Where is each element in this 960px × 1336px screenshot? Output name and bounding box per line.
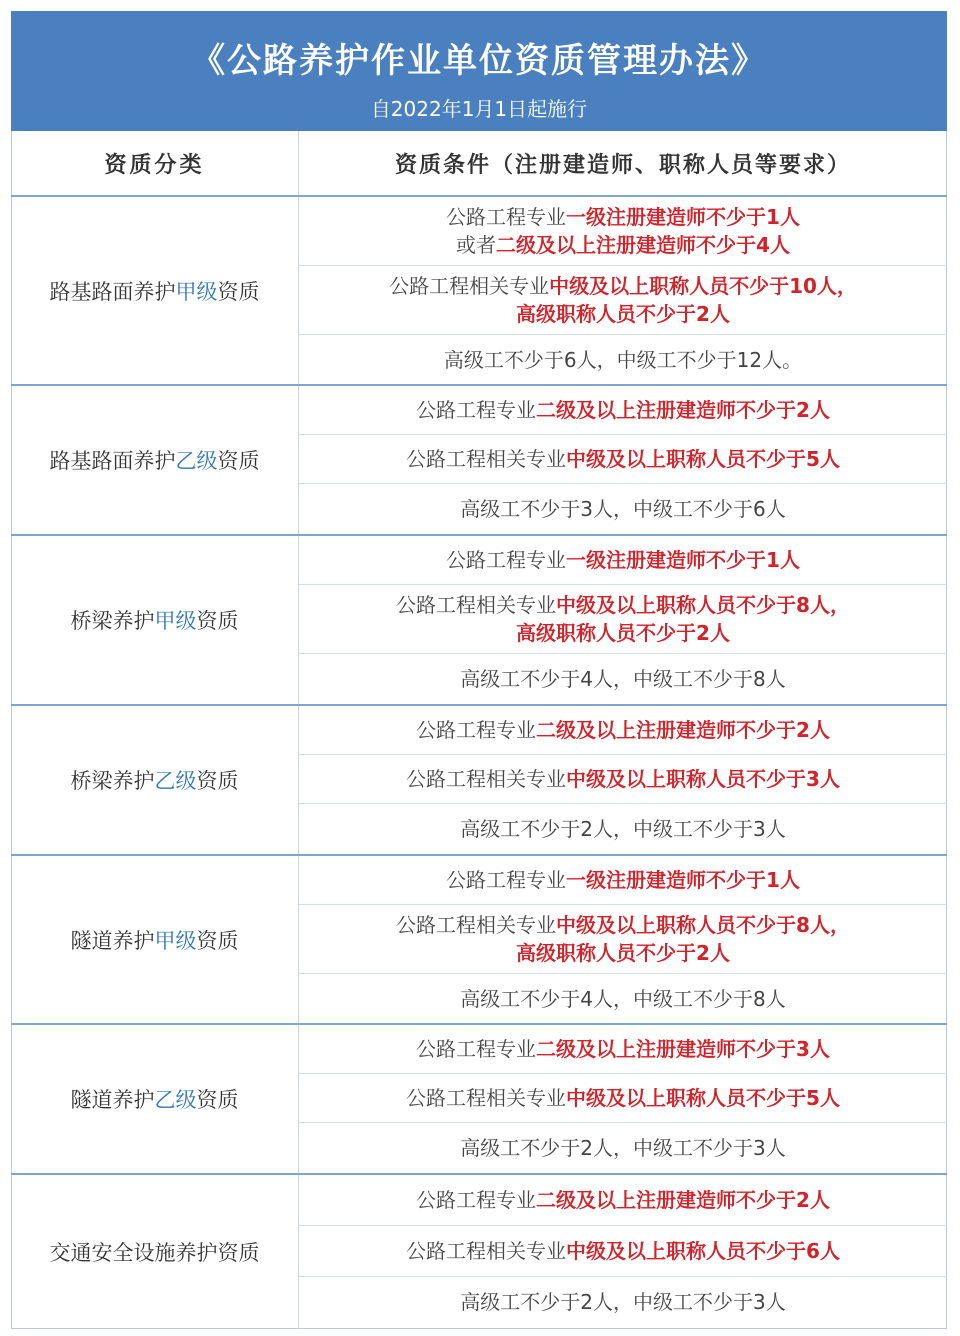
qualification-group — [11, 197, 947, 386]
condition-text: 公路工程专业 — [416, 398, 537, 422]
qualification-category — [11, 386, 299, 534]
condition-row — [299, 1175, 947, 1226]
category-name: 路基路面养护 — [49, 279, 176, 304]
condition-highlight: 二级及以上注册建造师不少于3人 — [536, 1037, 830, 1061]
condition-highlight: 中级及以上职称人员不少于10人， — [549, 274, 857, 298]
category-suffix: 资质 — [196, 609, 239, 633]
category-level: 乙级 — [154, 769, 197, 793]
qualification-category — [11, 856, 299, 1023]
condition-line — [406, 765, 840, 793]
category-name: 隧道养护 — [70, 1088, 155, 1112]
condition-line — [460, 1134, 785, 1162]
category-name: 桥梁养护 — [70, 769, 155, 793]
condition-text: 公路工程相关专业 — [396, 913, 557, 937]
condition-highlight: 中级及以上职称人员不少于5人 — [566, 1086, 840, 1110]
category-suffix: 资质 — [217, 279, 260, 304]
condition-text: 公路工程相关专业 — [406, 1086, 567, 1110]
condition-highlight: 一级注册建造师不少于1人 — [566, 868, 800, 892]
condition-line — [516, 939, 730, 967]
category-suffix: 资质 — [196, 1088, 239, 1112]
qualification-group — [11, 706, 947, 856]
condition-row — [299, 335, 947, 384]
condition-row — [299, 856, 947, 905]
condition-line — [406, 1237, 840, 1265]
condition-highlight: 二级及以上注册建造师不少于2人 — [536, 718, 830, 742]
qualification-category — [11, 536, 299, 704]
qualification-category — [11, 706, 299, 854]
condition-line — [416, 396, 830, 424]
category-level: 甲级 — [175, 279, 218, 304]
condition-row — [299, 484, 947, 534]
condition-row — [299, 1025, 947, 1074]
condition-row — [299, 585, 947, 654]
category-name: 路基路面养护 — [49, 449, 176, 473]
qualification-category — [11, 1175, 299, 1329]
qualification-group — [11, 1025, 947, 1175]
condition-line — [460, 665, 785, 693]
condition-line — [416, 1035, 830, 1063]
condition-line — [416, 716, 830, 744]
condition-line — [396, 911, 850, 939]
condition-line — [516, 300, 730, 328]
document-title: 《公路养护作业单位资质管理办法》 — [191, 41, 767, 81]
condition-text: 高级工不少于2人，中级工不少于3人 — [460, 817, 786, 841]
condition-text: 公路工程专业 — [446, 868, 567, 892]
condition-line — [416, 1186, 830, 1214]
condition-row — [299, 974, 947, 1023]
condition-row — [299, 804, 947, 854]
condition-highlight: 中级及以上职称人员不少于6人 — [566, 1239, 840, 1263]
condition-highlight: 高级职称人员不少于2人 — [516, 941, 730, 965]
category-name: 交通安全设施养护资质 — [49, 1241, 260, 1265]
category-level: 乙级 — [175, 449, 218, 473]
category-level: 甲级 — [154, 609, 197, 633]
condition-row — [299, 1277, 947, 1327]
condition-highlight: 二级及以上注册建造师不少于2人 — [536, 398, 830, 422]
condition-line — [460, 985, 785, 1013]
condition-text: 公路工程相关专业 — [406, 1239, 567, 1263]
condition-text: 高级工不少于2人，中级工不少于3人 — [460, 1290, 786, 1314]
condition-row — [299, 536, 947, 585]
condition-row — [299, 435, 947, 484]
condition-line — [396, 591, 850, 619]
condition-text: 或者 — [456, 233, 497, 257]
header-conditions: 资质条件（注册建造师、职称人员等要求） — [394, 152, 851, 178]
condition-line — [456, 231, 790, 259]
category-name: 隧道养护 — [70, 928, 155, 953]
condition-line — [389, 272, 857, 300]
condition-text: 高级工不少于2人，中级工不少于3人 — [460, 1136, 786, 1160]
condition-list — [299, 1025, 947, 1173]
table-header — [11, 131, 947, 197]
condition-text: 公路工程专业 — [416, 1188, 537, 1212]
condition-line — [446, 866, 800, 894]
condition-line — [460, 1288, 785, 1316]
condition-text: 高级工不少于3人，中级工不少于6人 — [460, 497, 786, 521]
qualification-group — [11, 536, 947, 706]
title-banner — [11, 11, 947, 131]
condition-row — [299, 755, 947, 804]
condition-row — [299, 905, 947, 974]
condition-list — [299, 536, 947, 704]
condition-row — [299, 706, 947, 755]
qualification-category — [11, 1025, 299, 1173]
condition-line — [516, 619, 730, 647]
qualification-group — [11, 856, 947, 1025]
condition-row — [299, 1226, 947, 1277]
category-suffix: 资质 — [196, 928, 239, 953]
condition-highlight: 高级职称人员不少于2人 — [516, 302, 730, 326]
category-name: 桥梁养护 — [70, 609, 155, 633]
condition-highlight: 中级及以上职称人员不少于8人， — [556, 593, 850, 617]
condition-row — [299, 1123, 947, 1173]
condition-text: 公路工程专业 — [416, 1037, 537, 1061]
condition-highlight: 一级注册建造师不少于1人 — [566, 205, 800, 229]
category-level: 甲级 — [154, 928, 197, 953]
condition-row — [299, 197, 947, 266]
condition-text: 高级工不少于6人，中级工不少于12人。 — [443, 347, 803, 372]
qualification-category — [11, 197, 299, 384]
condition-list — [299, 856, 947, 1023]
condition-highlight: 一级注册建造师不少于1人 — [566, 548, 800, 572]
condition-text: 公路工程专业 — [416, 718, 537, 742]
condition-highlight: 二级及以上注册建造师不少于2人 — [536, 1188, 830, 1212]
condition-row — [299, 266, 947, 335]
header-category: 资质分类 — [11, 131, 299, 195]
condition-line — [406, 1084, 840, 1112]
category-suffix: 资质 — [196, 769, 239, 793]
condition-list — [299, 1175, 947, 1329]
condition-highlight: 高级职称人员不少于2人 — [516, 621, 730, 645]
qualification-group — [11, 1175, 947, 1329]
condition-row — [299, 654, 947, 704]
condition-text: 公路工程相关专业 — [406, 767, 567, 791]
category-suffix: 资质 — [217, 449, 260, 473]
condition-line — [446, 546, 800, 574]
condition-line — [460, 495, 785, 523]
condition-line — [446, 203, 800, 231]
condition-text: 高级工不少于4人，中级工不少于8人 — [460, 986, 786, 1011]
condition-text: 公路工程专业 — [446, 205, 567, 229]
condition-list — [299, 386, 947, 534]
condition-row — [299, 386, 947, 435]
condition-text: 公路工程相关专业 — [396, 593, 557, 617]
condition-text: 公路工程专业 — [446, 548, 567, 572]
condition-highlight: 二级及以上注册建造师不少于4人 — [496, 233, 790, 257]
effective-date: 自2022年1月1日起施行 — [370, 97, 588, 121]
condition-highlight: 中级及以上职称人员不少于5人 — [566, 447, 840, 471]
condition-list — [299, 706, 947, 854]
condition-highlight: 中级及以上职称人员不少于8人， — [556, 913, 850, 937]
category-level: 乙级 — [154, 1088, 197, 1112]
condition-line — [444, 346, 802, 374]
condition-text: 公路工程相关专业 — [389, 274, 550, 298]
condition-list — [299, 197, 947, 384]
condition-highlight: 中级及以上职称人员不少于3人 — [566, 767, 840, 791]
condition-line — [460, 815, 785, 843]
condition-text: 高级工不少于4人，中级工不少于8人 — [460, 667, 786, 691]
condition-line — [406, 445, 840, 473]
condition-text: 公路工程相关专业 — [406, 447, 567, 471]
condition-row — [299, 1074, 947, 1123]
qualification-group — [11, 386, 947, 536]
